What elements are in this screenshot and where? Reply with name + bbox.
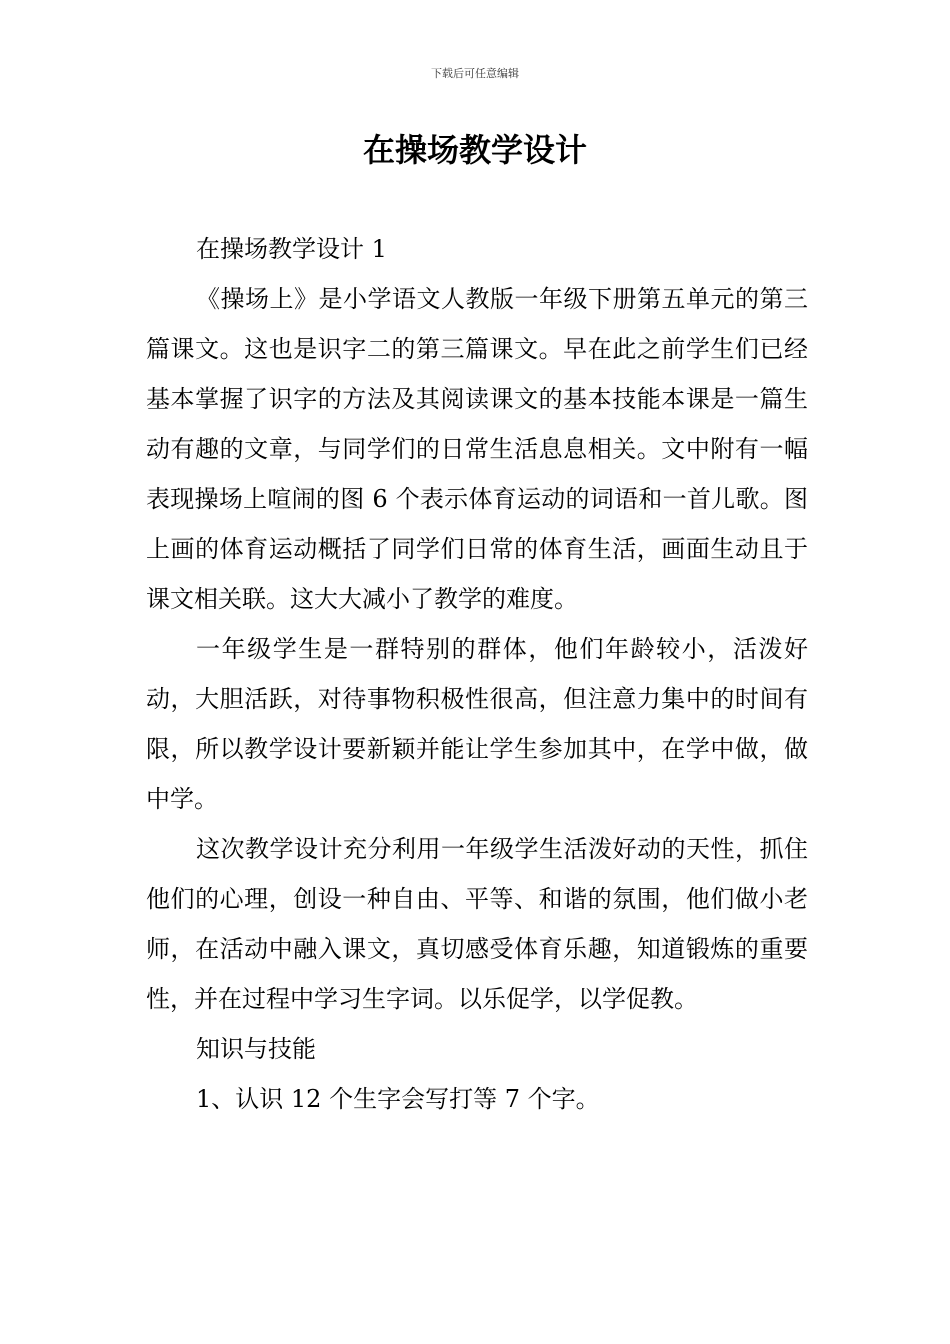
subheading: 知识与技能	[196, 1035, 316, 1063]
section-heading: 在操场教学设计 1	[196, 235, 387, 263]
paragraph: 这次教学设计充分利用一年级学生活泼好动的天性，抓住他们的心理，创设一种自由、平等、和谐的氛围，他们做小老师，在活动中融入课文，真切感受体育乐趣，知道锻炼的重要性，并在过程中学习生字词。以乐促学，以学促教。	[146, 835, 808, 1013]
list-item: 1、认识 12 个生字会写打等 7 个字。	[196, 1085, 600, 1113]
header-note: 下载后可任意编辑	[431, 67, 519, 80]
document-title: 在操场教学设计	[362, 131, 587, 169]
document-body	[146, 224, 808, 1124]
paragraph: 《操场上》是小学语文人教版一年级下册第五单元的第三篇课文。这也是识字二的第三篇课文。早在此之前学生们已经基本掌握了识字的方法及其阅读课文的基本技能本课是一篇生动有趣的文章，与同学们的日常生活息息相关。文中附有一幅表现操场上喧闹的图 6 个表示体育运动的词语和一首儿歌。图上画的体育运动概括了同学们日常的体育生活，画面生动且于课文相关联。这大大减小了教学的难度。	[146, 285, 808, 613]
paragraph: 一年级学生是一群特别的群体，他们年龄较小，活泼好动，大胆活跃，对待事物积极性很高，但注意力集中的时间有限，所以教学设计要新颖并能让学生参加其中，在学中做，做中学。	[146, 635, 808, 813]
